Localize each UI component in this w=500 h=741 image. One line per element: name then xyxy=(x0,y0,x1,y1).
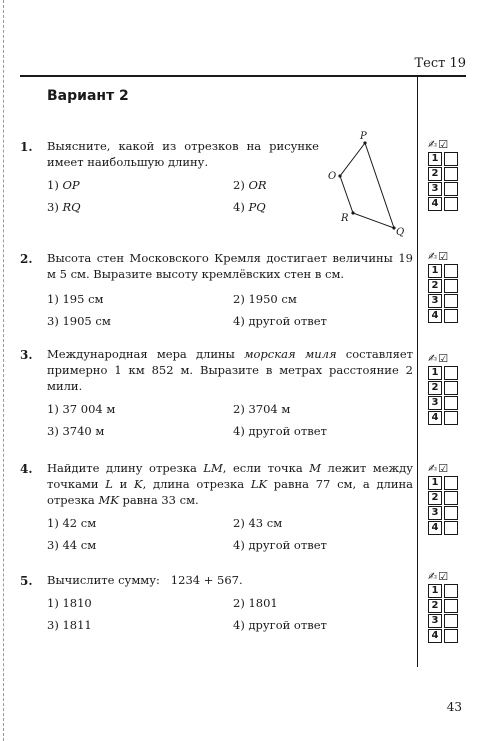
answer-box[interactable] xyxy=(444,614,458,628)
answer-box[interactable] xyxy=(444,381,458,395)
question-4-text: Найдите длину отрезка LM, если точка M лежит между точками L и K, длина отрезка LK равна 77 см, а длина отрезка MK равна 33 см. xyxy=(47,461,414,507)
question-5-option-4[interactable]: 4) другой ответ xyxy=(233,618,327,632)
answer-grid-5: ✍☑ 1 2 3 4 xyxy=(428,570,466,643)
answer-box[interactable] xyxy=(444,396,458,410)
variant-title: Вариант 2 xyxy=(47,88,129,104)
answer-box[interactable] xyxy=(444,309,458,323)
question-3-option-1[interactable]: 1) 37 004 м xyxy=(47,402,116,416)
cut-line xyxy=(3,0,4,741)
point-r-label: R xyxy=(341,213,349,224)
answer-box[interactable] xyxy=(444,506,458,520)
question-1-text: Выясните, какой из отрезков на рисунке имеет наибольшую длину. xyxy=(47,139,319,169)
answer-box[interactable] xyxy=(444,476,458,490)
answer-box[interactable] xyxy=(444,197,458,211)
question-1-option-1[interactable]: 1) OP xyxy=(47,178,80,192)
answer-box[interactable] xyxy=(444,411,458,425)
question-2-option-2[interactable]: 2) 1950 см xyxy=(233,292,297,306)
question-2-option-3[interactable]: 3) 1905 см xyxy=(47,314,111,328)
question-1-number: 1. xyxy=(20,140,33,154)
answer-box[interactable] xyxy=(444,491,458,505)
question-2-option-4[interactable]: 4) другой ответ xyxy=(233,314,327,328)
answer-box[interactable] xyxy=(444,167,458,181)
answer-box[interactable] xyxy=(444,279,458,293)
question-3-number: 3. xyxy=(20,348,33,362)
question-3-text: Международная мера длины морская миля составляет примерно 1 км 852 м. Выразите в метрах расстояние 2 мили. xyxy=(47,347,413,393)
answer-box[interactable] xyxy=(444,599,458,613)
point-q-label: Q xyxy=(396,227,405,238)
header-rule xyxy=(20,75,466,77)
question-2-option-1[interactable]: 1) 195 см xyxy=(47,292,104,306)
question-5-option-2[interactable]: 2) 1801 xyxy=(233,596,278,610)
question-2-text: Высота стен Московского Кремля достигает величины 19 м 5 см. Выразите высоту кремлёвских стен в см. xyxy=(47,251,413,281)
answer-box[interactable] xyxy=(444,264,458,278)
question-5-option-1[interactable]: 1) 1810 xyxy=(47,596,92,610)
question-5-number: 5. xyxy=(20,574,33,588)
question-3-option-2[interactable]: 2) 3704 м xyxy=(233,402,291,416)
question-5-option-3[interactable]: 3) 1811 xyxy=(47,618,92,632)
answer-box[interactable] xyxy=(444,182,458,196)
pen-check-icon: ✍☑ xyxy=(428,352,450,365)
point-p-label: P xyxy=(360,131,367,142)
question-4-option-3[interactable]: 3) 44 см xyxy=(47,538,97,552)
question-4-option-1[interactable]: 1) 42 см xyxy=(47,516,97,530)
question-3-option-3[interactable]: 3) 3740 м xyxy=(47,424,105,438)
answer-grid-3: ✍☑ 1 2 3 4 xyxy=(428,352,466,425)
question-5-text: Вычислите сумму: 1234 + 567. xyxy=(47,573,243,587)
test-title: Тест 19 xyxy=(414,56,466,71)
question-4-number: 4. xyxy=(20,462,33,476)
pen-check-icon: ✍☑ xyxy=(428,570,450,583)
answer-box[interactable] xyxy=(444,366,458,380)
question-2-number: 2. xyxy=(20,252,33,266)
answer-grid-2: ✍☑ 1 2 3 4 xyxy=(428,250,466,323)
pen-check-icon: ✍☑ xyxy=(428,250,450,263)
answer-box[interactable] xyxy=(444,294,458,308)
question-4-option-4[interactable]: 4) другой ответ xyxy=(233,538,327,552)
answer-box[interactable] xyxy=(444,521,458,535)
question-1-option-4[interactable]: 4) PQ xyxy=(233,200,266,214)
question-1-option-3[interactable]: 3) RQ xyxy=(47,200,81,214)
question-3-option-4[interactable]: 4) другой ответ xyxy=(233,424,327,438)
pen-check-icon: ✍☑ xyxy=(428,138,450,151)
answer-grid-4: ✍☑ 1 2 3 4 xyxy=(428,462,466,535)
answer-box[interactable] xyxy=(444,152,458,166)
point-o-label: O xyxy=(328,171,337,182)
answer-box[interactable] xyxy=(444,629,458,643)
answer-box[interactable] xyxy=(444,584,458,598)
question-4-option-2[interactable]: 2) 43 см xyxy=(233,516,283,530)
answer-grid-1: ✍☑ 1 2 3 4 xyxy=(428,138,466,211)
quadrilateral-figure xyxy=(318,128,418,238)
question-1-option-2[interactable]: 2) OR xyxy=(233,178,267,192)
page-number: 43 xyxy=(446,700,462,714)
pen-check-icon: ✍☑ xyxy=(428,462,450,475)
